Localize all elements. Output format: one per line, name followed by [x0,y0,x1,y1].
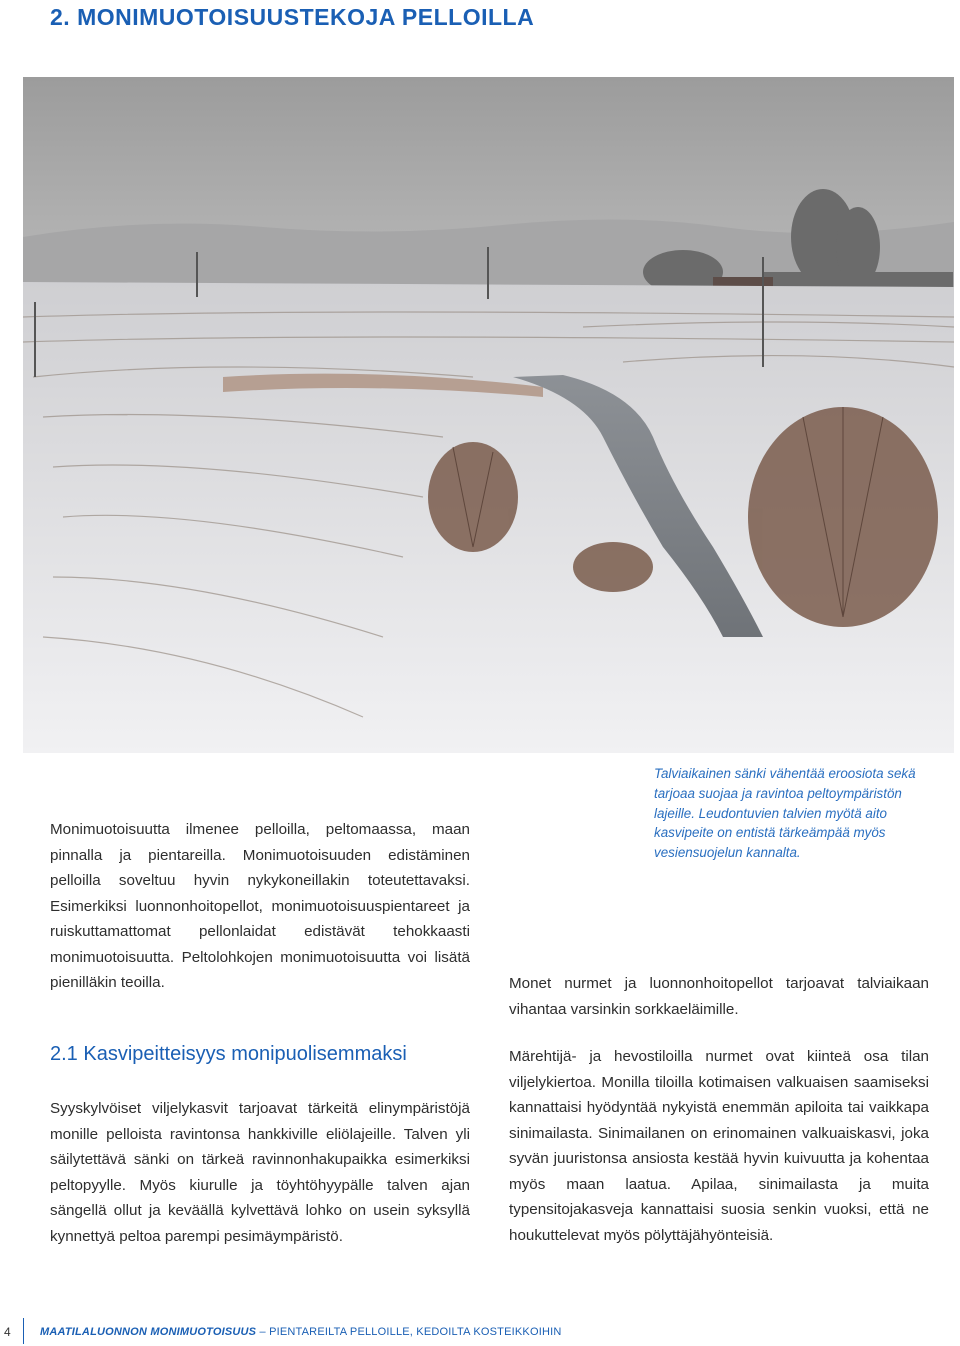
page-number: 4 [4,1325,11,1339]
photo-caption [654,764,928,863]
footer-subtitle: PIENTAREILTA PELLOILLE, KEDOILTA KOSTEIKKOIHIN [269,1326,562,1338]
intro-paragraph: Monimuotoisuutta ilmenee pelloilla, peltomaassa, maan pinnalla ja pientareilla. Monimuotoisuuden edistäminen pelloilla soveltuu hyvin nykykoneillakin toteutettavaksi. Esimerkiksi luonnonhoitopellot, monimuotoisuuspientareet ja ruiskuttamattomat pellonlaidat edistävät tehokkaasti monimuotoisuutta. Peltolohkojen monimuotoisuutta voi lisätä pienilläkin teoilla. [50,821,470,991]
page-footer [0,1318,960,1346]
caption-text: Talviaikainen sänki vähentää eroosiota sekä tarjoaa suojaa ja ravintoa peltoympäristön lajeille. Leudontuvien talvien myötä aito kasvipeite on entistä tärkeämpää myös vesiensuojelun kannalta. [654,766,916,861]
snowy-field-photo [23,77,954,753]
right-paragraph-2-block [509,1044,929,1248]
footer-running-title [40,1326,562,1338]
footer-divider [23,1318,24,1344]
section-heading: 2.1 Kasvipeitteisyys monipuolisemmaksi [50,1043,407,1065]
right-paragraph-1: Monet nurmet ja luonnonhoitopellot tarjoavat talviaikaan vihantaa varsinkin sorkkaeläimille. [509,975,929,1018]
footer-publication: MAATILALUONNON MONIMUOTOISUUS [40,1326,257,1338]
section-body-paragraph: Syyskylvöiset viljelykasvit tarjoavat tärkeitä elinympäristöjä monille pelloista ravintonsa hankkiville eliölajeille. Talven yli säilytettävä sänki on tärkeä ravinnonhakupaikka esimerkiksi peltopyylle. Myös kiurulle ja töyhtöhyypälle talven ajan sängellä ollut ja keväällä kylvettävä lohko on usein syksyllä kynnettyä peltoa parempi pesimäympäristö. [50,1100,470,1245]
intro-paragraph-block [50,817,470,996]
chapter-title: 2. MONIMUOTOISUUSTEKOJA PELLOILLA [50,4,535,30]
footer-dash: – [256,1326,270,1338]
section-body-block [50,1096,470,1249]
right-paragraph-1-block [509,971,929,1022]
photo-illustration [23,77,954,753]
right-paragraph-2: Märehtijä- ja hevostiloilla nurmet ovat kiinteä osa tilan viljelykiertoa. Monilla tiloilla kotimaisen valkuaisen saamiseksi kannattaisi hyödyntää nykyistä enemmän apiloita tai vaikkapa sinimailasta. Sinimailanen on erinomainen valkuaiskasvi, joka syvän juuristonsa ansiosta kestää hyvin kuivuutta ja kohentaa myös maan laatua. Apilaa, sinimailasta ja muita typensitojakasveja kannattaisi suosia senkin vuoksi, että ne houkuttelevat myös pölyttäjähyönteisiä. [509,1048,929,1244]
